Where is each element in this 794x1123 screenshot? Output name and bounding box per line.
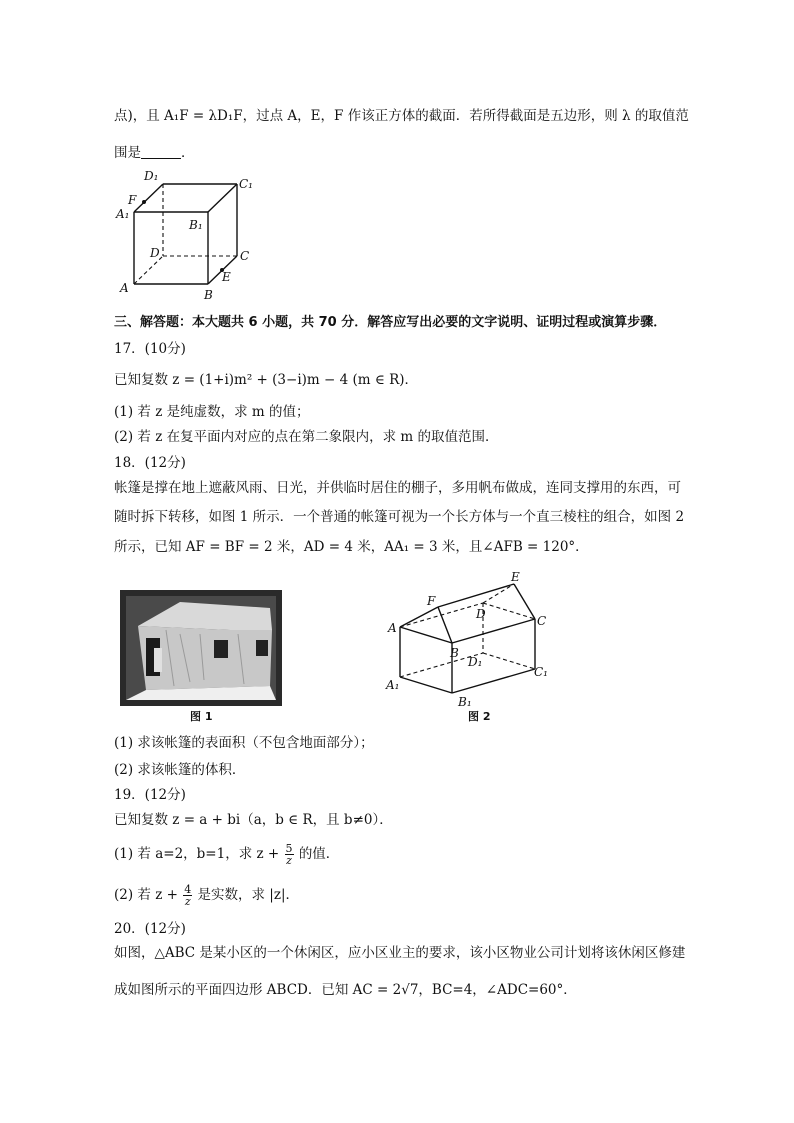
label-b: B (204, 288, 213, 302)
fig2-label-e: E (511, 570, 520, 584)
section-heading: 三、解答题：本大题共 6 小题，共 70 分．解答应写出必要的文字说明、证明过程或演算步骤． (114, 315, 667, 330)
figure1-caption: 图 1 (190, 710, 213, 723)
tent-figure (380, 570, 560, 710)
fig2-label-d: D (476, 607, 486, 621)
answer-blank[interactable] (141, 144, 181, 159)
q19-number: 19．(12分) (114, 787, 186, 803)
q17-number: 17．(10分) (114, 341, 186, 357)
q16-line2-prefix: 围是 (114, 145, 141, 161)
fig2-label-b: B (450, 646, 459, 660)
fig2-label-c1: C₁ (534, 665, 548, 679)
q18-line2: 随时拆下转移，如图 1 所示．一个普通的帐篷可视为一个长方体与一个直三棱柱的组合，如图 2 (114, 509, 685, 525)
q17-part2: (2) 若 z 在复平面内对应的点在第二象限内，求 m 的取值范围． (114, 429, 499, 445)
label-d: D (150, 246, 160, 260)
fig2-label-d1: D₁ (468, 655, 483, 669)
label-d1: D₁ (144, 169, 159, 183)
q16-line2-suffix: ． (181, 145, 195, 161)
fig2-label-f: F (427, 594, 436, 608)
q18-part1: (1) 求该帐篷的表面积（不包含地面部分）； (114, 735, 374, 751)
q19-part1-prefix: (1) 若 a=2，b=1，求 z + (114, 846, 280, 862)
label-c1: C₁ (239, 177, 253, 191)
label-f: F (128, 193, 137, 207)
point-f (142, 200, 146, 204)
label-a: A (120, 281, 129, 295)
fig2-label-a: A (388, 621, 397, 635)
q18-number: 18．(12分) (114, 455, 186, 471)
q20-number: 20．(12分) (114, 921, 186, 937)
fraction-numerator: 4 (184, 883, 192, 896)
fraction-numerator: 5 (285, 842, 293, 855)
q16-text-line2 (114, 143, 195, 163)
q19-part2 (114, 884, 299, 907)
q17-part1: (1) 若 z 是纯虚数，求 m 的值； (114, 404, 310, 420)
label-c: C (240, 249, 250, 263)
fraction-5-over-z (285, 843, 294, 866)
fraction-denominator: z (286, 854, 292, 867)
q19-statement: 已知复数 z = a + bi（a，b ∈ R，且 b≠0）． (114, 812, 393, 828)
q19-part1-suffix: 的值． (298, 846, 340, 862)
fraction-denominator: z (184, 895, 191, 908)
q19-part1 (114, 843, 339, 866)
fig2-label-b1: B₁ (458, 695, 472, 709)
q19-part2-suffix: 是实数，求 |z|． (197, 887, 300, 903)
label-b1: B₁ (189, 218, 203, 232)
fraction-4-over-z (183, 884, 192, 907)
fig2-label-c: C (537, 614, 547, 628)
q20-line2: 成如图所示的平面四边形 ABCD．已知 AC = 2√7，BC=4，∠ADC=60°． (114, 982, 577, 998)
figure2-caption: 图 2 (468, 710, 491, 723)
q18-part2: (2) 求该帐篷的体积． (114, 762, 246, 778)
label-a1: A₁ (116, 207, 130, 221)
q16-text-line1: 点)，且 A₁F = λD₁F，过点 A，E，F 作该正方体的截面．若所得截面是五边形，则 λ 的取值范 (114, 108, 689, 124)
q18-line3: 所示，已知 AF = BF = 2 米，AD = 4 米，AA₁ = 3 米，且∠AFB = 120°． (114, 539, 589, 555)
fig2-label-a1: A₁ (386, 678, 400, 692)
cube-figure (110, 168, 270, 303)
tent-photo (120, 590, 282, 706)
q18-line1: 帐篷是撑在地上遮蔽风雨、日光，并供临时居住的棚子，多用帆布做成，连同支撑用的东西，可 (114, 480, 681, 496)
q17-statement: 已知复数 z = (1+i)m² + (3−i)m − 4 (m ∈ R)． (114, 372, 419, 388)
q20-line1: 如图，△ABC 是某小区的一个休闲区，应小区业主的要求，该小区物业公司计划将该休闲区修建 (114, 945, 686, 961)
label-e: E (222, 270, 231, 284)
q19-part2-prefix: (2) 若 z + (114, 887, 178, 903)
